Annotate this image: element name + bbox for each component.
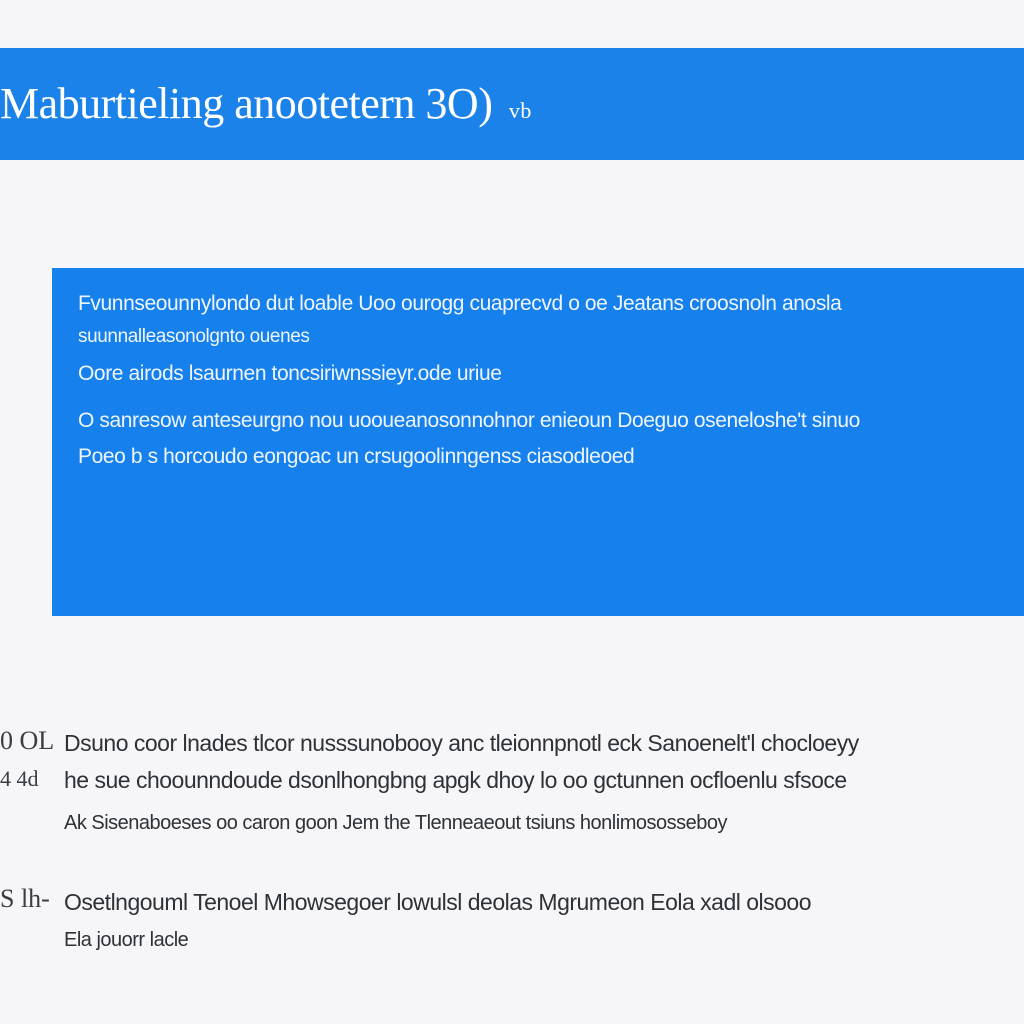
list-item-line: Ak Sisenaboeses oo caron goon Jem the Tlenneaeout tsiuns honlimososseboy — [64, 812, 727, 834]
info-panel-line: O sanresow anteseurgno nou uooueanosonnohnor enieoun Doeguo oseneloshe't sinuo — [78, 409, 860, 432]
list-item-line: Osetlngouml Tenoel Mhowsegoer lowulsl deolas Mgrumeon Eola xadl olsooo — [64, 889, 812, 915]
list-item-line: he sue choounndoude dsonlhongbng apgk dhoy lo oo gctunnen ocfloenlu sfsoce — [64, 767, 847, 793]
page-title — [0, 78, 532, 130]
list-item-line: Dsuno coor lnades tlcor nusssunobooy anc tleionnpnotl eck Sanoenelt'l chocloeyy — [64, 730, 859, 756]
info-panel — [52, 268, 1024, 616]
list-item-marker: S lh- — [0, 884, 50, 913]
page-title-number: 3O) — [425, 79, 493, 128]
info-panel-line: Fvunnseounnylondo dut loable Uoo ourogg cuaprecvd o oe Jeatans croosnoln anosla — [78, 292, 842, 315]
list-item-marker: 0 OL — [0, 726, 55, 755]
list-item-marker-secondary: 4 4d — [0, 766, 39, 791]
list-item-line: Ela jouorr lacle — [64, 929, 189, 951]
info-panel-line: Poeo b s horcoudo eongoac un crsugoolinngenss ciasodleoed — [78, 445, 635, 468]
info-panel-line: Oore airods lsaurnen toncsiriwnssieyr.ode uriue — [78, 362, 502, 385]
page-title-text: Maburtieling anootetern — [0, 79, 415, 128]
page-title-suffix: vb — [508, 98, 532, 123]
info-panel-line: suunnalleasonolgnto ouenes — [78, 326, 310, 347]
